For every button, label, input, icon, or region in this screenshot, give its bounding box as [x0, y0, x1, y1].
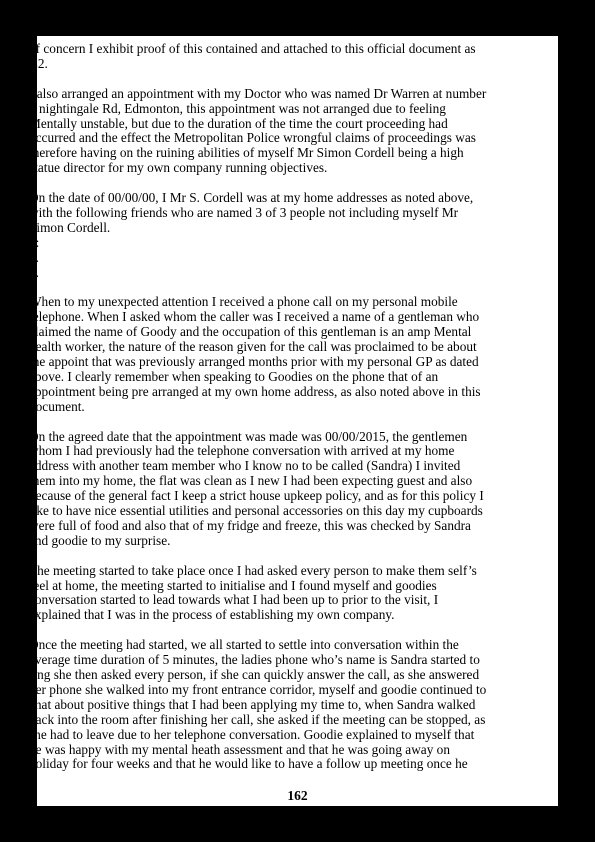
paragraph-5: On the agreed date that the appointment was made was 00/00/2015, the gentlemen whom I had previously had the telephone conversation with arrived at my home address with another team member who I know no to be called (Sandra) I invited them into my home, the flat was clean as I new I had been expecting guest and also because of the general fact I keep a strict house upkeep policy, and as for this policy I like to have nice essential utilities and personal accessories on this day my cupboards were full of food and also that of my fridge and freeze, this was checked by Sandra and goodie to my surprise. [29, 428, 484, 548]
paragraph-6: The meeting started to take place once I had asked every person to make them self’s feel at home, the meeting started to initialise and I found myself and goodies conversation started to lead towards what I had been up to prior to the visit, I explained that I was in the process of establishing my own company. [29, 562, 477, 623]
page-number: 162 [287, 788, 308, 803]
document-page [29, 36, 558, 806]
paragraph-2: I also arranged an appointment with my Doctor who was named Dr Warren at number 1 nightingale Rd, Edmonton, this appointment was not arranged due to feeling Mentally unstable, but due to the duration of the time the court proceeding had occurred and the effect the Metropolitan Police wrongful claims of proceedings was therefore having on the ruining abilities of myself Mr Simon Cordell being a high statue director for my own company running objectives. [29, 85, 487, 176]
document-body [29, 42, 541, 787]
paragraph-7: Once the meeting had started, we all started to settle into conversation within the average time duration of 5 minutes, the ladies phone who’s name is Sandra started to ring she then asked every person, if she can quickly answer the call, as she answered her phone she walked into my front entrance corridor, myself and goodie continued to chat about positive things that I had been applying my time to, when Sandra walked back into the room after finishing her call, she asked if the meeting can be stopped, as she had to leave due to her telephone conversation. Goodie explained to myself that he was happy with my mental heath assessment and that he was going away on holiday for four weeks and that he would like to have a follow up meeting once he [29, 637, 487, 772]
paragraph-4: When to my unexpected attention I received a phone call on my personal mobile telephone. When I asked whom the caller was I received a name of a gentleman who claimed the name of Goody and the occupation of this gentleman is an amp Mental health worker, the nature of the reason given for the call was proclaimed to be about the appoint that was previously arranged months prior with my personal GP as dated above. I clearly remember when speaking to Goodies on the phone that of an appointment being pre arranged at my own home address, as also noted above in this document. [29, 294, 481, 414]
paragraph-1: of concern I exhibit proof of this contained and attached to this official document as C2. [29, 41, 476, 71]
paragraph-3: On the date of 00/00/00, I Mr S. Cordell was at my home addresses as noted above, with the following friends who are named 3 of 3 people not including myself Mr Simon Cordell. 1: 2. 3. [29, 190, 474, 280]
